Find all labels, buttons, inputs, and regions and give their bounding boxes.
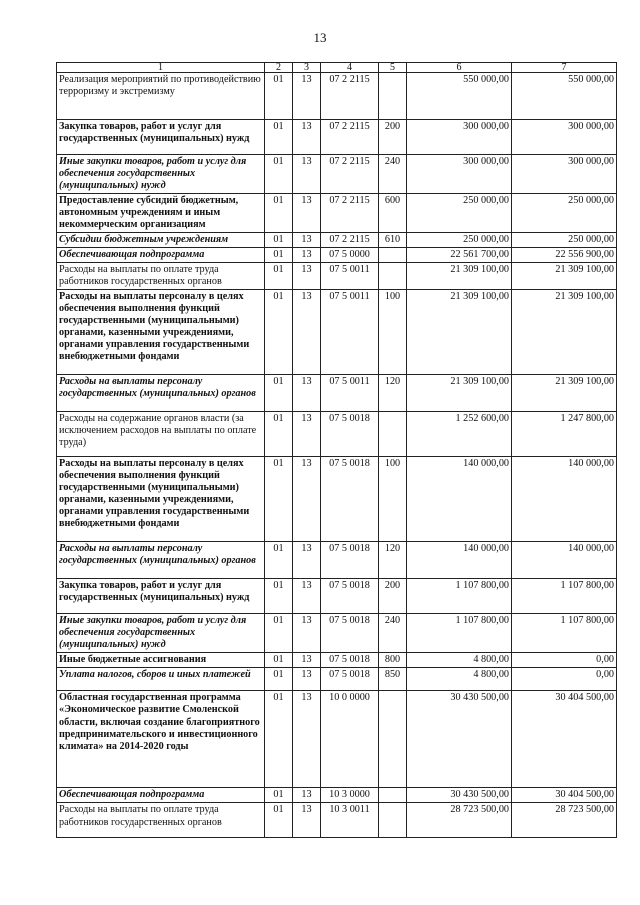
row-amount-year2-cell: 21 309 100,00 xyxy=(512,290,617,375)
column-header: 2 xyxy=(265,63,293,73)
row-expense-type-cell: 200 xyxy=(379,579,407,614)
row-name-cell: Иные бюджетные ассигнования xyxy=(57,653,265,668)
row-amount-year1-cell: 4 800,00 xyxy=(407,668,512,691)
table-row xyxy=(57,120,617,155)
table-body xyxy=(57,73,617,838)
row-name-cell: Расходы на выплаты персоналу государственных (муниципальных) органов xyxy=(57,542,265,579)
table-row xyxy=(57,614,617,653)
row-amount-year1-cell: 28 723 500,00 xyxy=(407,803,512,838)
row-amount-year2-cell: 28 723 500,00 xyxy=(512,803,617,838)
row-name-cell: Закупка товаров, работ и услуг для государственных (муниципальных) нужд xyxy=(57,120,265,155)
row-expense-type-cell: 800 xyxy=(379,653,407,668)
row-amount-year1-cell: 1 252 600,00 xyxy=(407,412,512,457)
row-subsection-cell: 13 xyxy=(293,668,321,691)
row-subsection-cell: 13 xyxy=(293,248,321,263)
row-target-code-cell: 07 5 0000 xyxy=(321,248,379,263)
budget-table xyxy=(56,62,617,838)
row-subsection-cell: 13 xyxy=(293,691,321,788)
row-amount-year2-cell: 1 247 800,00 xyxy=(512,412,617,457)
row-section-cell: 01 xyxy=(265,290,293,375)
row-name-cell: Обеспечивающая подпрограмма xyxy=(57,788,265,803)
row-amount-year2-cell: 250 000,00 xyxy=(512,194,617,233)
row-subsection-cell: 13 xyxy=(293,263,321,290)
row-amount-year1-cell: 250 000,00 xyxy=(407,233,512,248)
row-name-cell: Иные закупки товаров, работ и услуг для обеспечения государственных (муниципальных) нужд xyxy=(57,614,265,653)
row-target-code-cell: 07 5 0011 xyxy=(321,375,379,412)
row-target-code-cell: 07 5 0018 xyxy=(321,668,379,691)
row-amount-year2-cell: 300 000,00 xyxy=(512,120,617,155)
row-expense-type-cell xyxy=(379,788,407,803)
row-section-cell: 01 xyxy=(265,803,293,838)
row-target-code-cell: 10 3 0011 xyxy=(321,803,379,838)
row-section-cell: 01 xyxy=(265,233,293,248)
column-header: 4 xyxy=(321,63,379,73)
row-subsection-cell: 13 xyxy=(293,788,321,803)
row-expense-type-cell: 240 xyxy=(379,155,407,194)
row-expense-type-cell xyxy=(379,73,407,120)
row-amount-year2-cell: 0,00 xyxy=(512,653,617,668)
row-expense-type-cell xyxy=(379,248,407,263)
row-name-cell: Расходы на выплаты персоналу в целях обеспечения выполнения функций государственными (муниципальными) органами, казенными учреждениями, органами управления государственными внебюджетными фондами xyxy=(57,290,265,375)
row-amount-year2-cell: 0,00 xyxy=(512,668,617,691)
row-expense-type-cell xyxy=(379,691,407,788)
row-name-cell: Закупка товаров, работ и услуг для государственных (муниципальных) нужд xyxy=(57,579,265,614)
row-subsection-cell: 13 xyxy=(293,73,321,120)
row-section-cell: 01 xyxy=(265,788,293,803)
row-section-cell: 01 xyxy=(265,614,293,653)
page-number: 13 xyxy=(313,30,327,45)
row-section-cell: 01 xyxy=(265,653,293,668)
row-name-cell: Областная государственная программа «Экономическое развитие Смоленской области, включая создание благоприятного предпринимательского и инвестиционного климата» на 2014-2020 годы xyxy=(57,691,265,788)
row-section-cell: 01 xyxy=(265,375,293,412)
row-amount-year2-cell: 140 000,00 xyxy=(512,457,617,542)
row-target-code-cell: 07 2 2115 xyxy=(321,73,379,120)
table-row xyxy=(57,542,617,579)
row-amount-year1-cell: 30 430 500,00 xyxy=(407,788,512,803)
row-subsection-cell: 13 xyxy=(293,579,321,614)
row-expense-type-cell: 120 xyxy=(379,542,407,579)
row-section-cell: 01 xyxy=(265,263,293,290)
row-subsection-cell: 13 xyxy=(293,375,321,412)
row-amount-year1-cell: 21 309 100,00 xyxy=(407,375,512,412)
row-name-cell: Предоставление субсидий бюджетным, автономным учреждениям и иным некоммерческим организациям xyxy=(57,194,265,233)
row-amount-year2-cell: 250 000,00 xyxy=(512,233,617,248)
row-expense-type-cell: 600 xyxy=(379,194,407,233)
row-target-code-cell: 07 5 0018 xyxy=(321,653,379,668)
column-header: 3 xyxy=(293,63,321,73)
row-subsection-cell: 13 xyxy=(293,120,321,155)
column-header: 7 xyxy=(512,63,617,73)
row-subsection-cell: 13 xyxy=(293,457,321,542)
row-expense-type-cell xyxy=(379,803,407,838)
row-target-code-cell: 10 3 0000 xyxy=(321,788,379,803)
row-expense-type-cell: 610 xyxy=(379,233,407,248)
row-target-code-cell: 07 5 0018 xyxy=(321,412,379,457)
row-amount-year1-cell: 140 000,00 xyxy=(407,542,512,579)
row-amount-year1-cell: 21 309 100,00 xyxy=(407,263,512,290)
row-target-code-cell: 07 5 0018 xyxy=(321,614,379,653)
row-name-cell: Расходы на выплаты персоналу в целях обеспечения выполнения функций государственными (муниципальными) органами, казенными учреждениями, органами управления государственными внебюджетными фондами xyxy=(57,457,265,542)
row-expense-type-cell xyxy=(379,412,407,457)
table-row xyxy=(57,788,617,803)
row-amount-year1-cell: 550 000,00 xyxy=(407,73,512,120)
row-amount-year1-cell: 140 000,00 xyxy=(407,457,512,542)
row-amount-year2-cell: 30 404 500,00 xyxy=(512,788,617,803)
row-target-code-cell: 07 5 0018 xyxy=(321,542,379,579)
row-section-cell: 01 xyxy=(265,691,293,788)
row-target-code-cell: 07 2 2115 xyxy=(321,194,379,233)
row-expense-type-cell xyxy=(379,263,407,290)
row-subsection-cell: 13 xyxy=(293,542,321,579)
row-amount-year2-cell: 1 107 800,00 xyxy=(512,579,617,614)
row-target-code-cell: 10 0 0000 xyxy=(321,691,379,788)
row-name-cell: Реализация мероприятий по противодействию терроризму и экстремизму xyxy=(57,73,265,120)
row-section-cell: 01 xyxy=(265,248,293,263)
row-target-code-cell: 07 2 2115 xyxy=(321,233,379,248)
row-subsection-cell: 13 xyxy=(293,803,321,838)
row-subsection-cell: 13 xyxy=(293,194,321,233)
row-amount-year2-cell: 300 000,00 xyxy=(512,155,617,194)
row-subsection-cell: 13 xyxy=(293,290,321,375)
row-amount-year1-cell: 250 000,00 xyxy=(407,194,512,233)
row-amount-year2-cell: 22 556 900,00 xyxy=(512,248,617,263)
row-amount-year2-cell: 30 404 500,00 xyxy=(512,691,617,788)
table-row xyxy=(57,668,617,691)
row-target-code-cell: 07 2 2115 xyxy=(321,120,379,155)
row-amount-year1-cell: 300 000,00 xyxy=(407,120,512,155)
table-row xyxy=(57,263,617,290)
row-amount-year2-cell: 550 000,00 xyxy=(512,73,617,120)
row-section-cell: 01 xyxy=(265,579,293,614)
row-amount-year2-cell: 21 309 100,00 xyxy=(512,263,617,290)
row-target-code-cell: 07 5 0011 xyxy=(321,263,379,290)
table-row xyxy=(57,194,617,233)
table-row xyxy=(57,375,617,412)
row-section-cell: 01 xyxy=(265,457,293,542)
row-name-cell: Обеспечивающая подпрограмма xyxy=(57,248,265,263)
row-expense-type-cell: 240 xyxy=(379,614,407,653)
row-target-code-cell: 07 2 2115 xyxy=(321,155,379,194)
column-header: 1 xyxy=(57,63,265,73)
row-amount-year1-cell: 1 107 800,00 xyxy=(407,579,512,614)
table-row xyxy=(57,233,617,248)
row-name-cell: Расходы на выплаты по оплате труда работников государственных органов xyxy=(57,263,265,290)
row-expense-type-cell: 100 xyxy=(379,290,407,375)
row-section-cell: 01 xyxy=(265,194,293,233)
table-row xyxy=(57,457,617,542)
row-name-cell: Уплата налогов, сборов и иных платежей xyxy=(57,668,265,691)
row-target-code-cell: 07 5 0011 xyxy=(321,290,379,375)
row-expense-type-cell: 200 xyxy=(379,120,407,155)
row-name-cell: Расходы на выплаты по оплате труда работников государственных органов xyxy=(57,803,265,838)
column-header: 6 xyxy=(407,63,512,73)
row-name-cell: Субсидии бюджетным учреждениям xyxy=(57,233,265,248)
table-row xyxy=(57,691,617,788)
row-subsection-cell: 13 xyxy=(293,155,321,194)
row-amount-year2-cell: 1 107 800,00 xyxy=(512,614,617,653)
row-name-cell: Расходы на выплаты персоналу государственных (муниципальных) органов xyxy=(57,375,265,412)
row-section-cell: 01 xyxy=(265,412,293,457)
row-amount-year1-cell: 300 000,00 xyxy=(407,155,512,194)
row-section-cell: 01 xyxy=(265,668,293,691)
row-section-cell: 01 xyxy=(265,155,293,194)
table-row xyxy=(57,412,617,457)
row-subsection-cell: 13 xyxy=(293,412,321,457)
table-header-row xyxy=(57,63,617,73)
row-target-code-cell: 07 5 0018 xyxy=(321,457,379,542)
table-row xyxy=(57,803,617,838)
row-name-cell: Расходы на содержание органов власти (за исключением расходов на выплаты по оплате труда) xyxy=(57,412,265,457)
row-section-cell: 01 xyxy=(265,542,293,579)
row-amount-year2-cell: 21 309 100,00 xyxy=(512,375,617,412)
row-target-code-cell: 07 5 0018 xyxy=(321,579,379,614)
table-row xyxy=(57,579,617,614)
row-amount-year1-cell: 22 561 700,00 xyxy=(407,248,512,263)
row-amount-year1-cell: 4 800,00 xyxy=(407,653,512,668)
row-section-cell: 01 xyxy=(265,120,293,155)
row-subsection-cell: 13 xyxy=(293,233,321,248)
row-amount-year1-cell: 1 107 800,00 xyxy=(407,614,512,653)
row-name-cell: Иные закупки товаров, работ и услуг для обеспечения государственных (муниципальных) нужд xyxy=(57,155,265,194)
table-row xyxy=(57,290,617,375)
column-header: 5 xyxy=(379,63,407,73)
table-row xyxy=(57,73,617,120)
row-subsection-cell: 13 xyxy=(293,614,321,653)
row-amount-year1-cell: 21 309 100,00 xyxy=(407,290,512,375)
row-amount-year2-cell: 140 000,00 xyxy=(512,542,617,579)
table-row xyxy=(57,248,617,263)
row-expense-type-cell: 850 xyxy=(379,668,407,691)
row-amount-year1-cell: 30 430 500,00 xyxy=(407,691,512,788)
table-row xyxy=(57,653,617,668)
row-expense-type-cell: 100 xyxy=(379,457,407,542)
row-section-cell: 01 xyxy=(265,73,293,120)
row-expense-type-cell: 120 xyxy=(379,375,407,412)
table-row xyxy=(57,155,617,194)
row-subsection-cell: 13 xyxy=(293,653,321,668)
